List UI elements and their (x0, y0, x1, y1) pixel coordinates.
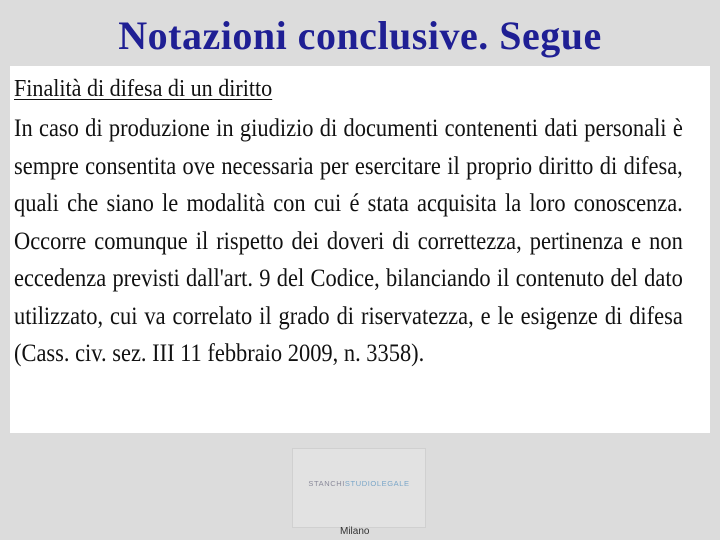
document-heading: Finalità di difesa di un diritto (14, 76, 273, 102)
logo-wordmark (293, 479, 425, 488)
document-body (14, 109, 706, 372)
document-line: eccedenza previsti dall'art. 9 del Codice, bilanciando il contenuto del dato (14, 263, 683, 292)
document-line: Occorre comunque il rispetto dei doveri di correttezza, pertinenza e non (14, 225, 683, 255)
document-line: (Cass. civ. sez. III 11 febbraio 2009, n. 3358). (14, 338, 425, 367)
document-line: quali che siano le modalità con cui é stata acquisita la loro conoscenza. (14, 188, 683, 217)
slide-title: Notazioni conclusive. Segue (118, 13, 602, 58)
logo-name-part: STANCHI (308, 479, 345, 488)
law-firm-logo (292, 448, 426, 528)
document-line: In caso di produzione in giudizio di documenti contenenti dati personali è (14, 113, 683, 142)
logo-firm-part: STUDIOLEGALE (344, 479, 410, 488)
city-label: Milano (340, 526, 370, 537)
document-line: sempre consentita ove necessaria per esercitare il proprio diritto di difesa, (14, 150, 683, 180)
scanned-document-panel (10, 66, 710, 433)
document-line: utilizzato, cui va correlato il grado di riservatezza, e le esigenze di difesa (14, 300, 683, 330)
